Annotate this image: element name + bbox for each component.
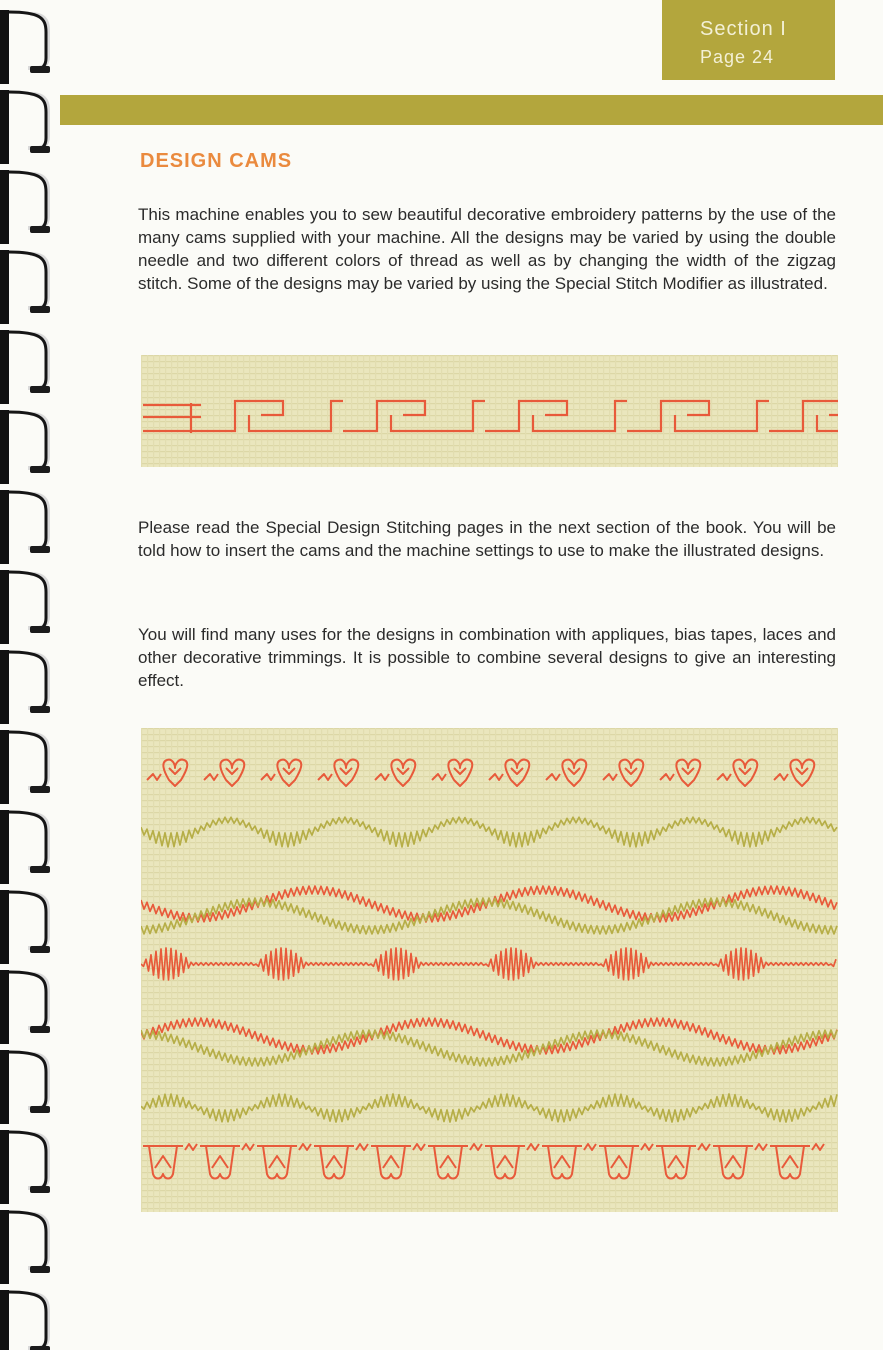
paragraph-instructions: Please read the Special Design Stitching pages in the next section of the book. You will be told how to insert the cams and the machine settings to use to make the illustrated designs. — [138, 518, 836, 560]
page-title: DESIGN CAMS — [140, 150, 293, 172]
spiral-binding-icon — [0, 0, 60, 1350]
greek-key-stitch-icon — [141, 355, 838, 467]
embroidery-stitch-samples-icon — [141, 728, 838, 1212]
page-label: Page 24 — [700, 47, 775, 67]
section-tab — [662, 0, 835, 80]
header-band — [60, 95, 883, 125]
paragraph-intro: This machine enables you to sew beautiful decorative embroidery patterns by the use of the many cams supplied with your machine. All the designs may be varied by using the double needle and two different colors of thread as well as by changing the width of the zigzag stitch. Some of the designs may be varied by using the Special Stitch Modifier as illustrated. — [138, 205, 836, 293]
paragraph-uses: You will find many uses for the designs in combination with appliques, bias tapes, laces and other decorative trimmings. It is possible to combine several designs to give an interesting effect. — [138, 625, 836, 690]
section-label: Section I — [700, 18, 787, 40]
